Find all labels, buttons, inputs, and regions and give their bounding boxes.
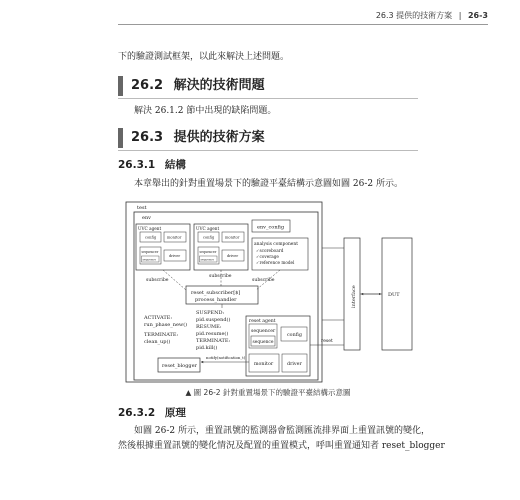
analysis-component-title: analysis component [254,242,298,247]
suspend-line-3: RESUME: [196,324,222,330]
uvc-agent-1-config: config [145,235,157,240]
activate-line-4: clean_up() [144,339,171,345]
uvc-agent-2-sequencer: sequencer [199,250,217,254]
reset-agent-sequence: sequence [252,340,274,345]
section-26-2-text: 解決 26.1.2 節中出現的缺陷問題。 [134,106,277,116]
analysis-item-reference-model: ✓reference model [256,260,295,265]
reset-agent-config: config [287,333,302,338]
activate-line-3: TERMINATE: [144,332,179,338]
header-page-number: 26-3 [467,11,488,20]
suspend-line-4: pid.resume() [196,331,229,337]
interface-label: interface [351,285,357,308]
reset-agent-title: reset agent [249,319,276,324]
subsection-title: 結構 [164,159,186,171]
architecture-diagram [124,200,414,384]
subsection-26-3-2-line-2: 然後根據重置訊號的變化情況及配置的重置模式，呼叫重置通知者 reset_blogger [118,441,445,451]
analysis-item-scoreboard: ✓scoreboard [256,248,284,253]
subscribe-label-mid: subscribe [209,274,232,279]
suspend-line-2: pid.suspend() [196,317,231,323]
uvc-agent-2-driver: driver [227,254,239,258]
uvc-agent-1-monitor: monitor [167,235,182,240]
subsection-26-3-2-line-1: 如圖 26-2 所示，重置訊號的監測器會監測匯流排界面上重置訊號的變化， [134,426,430,436]
notify-label: notify(notification_t) [206,355,246,360]
subsection-number: 26.3.2 [118,407,156,419]
header-rule [118,24,488,25]
uvc-agent-1-sequencer: sequencer [141,250,159,254]
section-number: 26.3 [131,130,164,145]
reset-subscriber-line1: reset_subscriber[$] [191,290,241,296]
analysis-item-coverage: ✓coverage [256,254,279,259]
env-label: env [142,215,152,221]
reset-label: reset [321,339,333,344]
header-separator: | [458,11,462,20]
subsection-heading-26-3-1 [118,157,186,172]
test-label: test [137,205,147,211]
subsection-title: 原理 [164,407,186,419]
section-title: 解決的技術問題 [173,78,265,93]
section-heading-26-2 [118,76,265,96]
suspend-line-5: TERMINATE: [196,338,231,344]
uvc-agent-2-title: UVC agent [196,226,220,231]
subscribe-label-left: subscribe [146,278,169,283]
header-chapter-title: 26.3 提供的技術方案 [375,11,453,20]
activate-line-2: run_phase_new() [144,322,188,328]
activate-line-1: ACTIVATE: [144,315,173,321]
section-number: 26.2 [131,78,164,93]
uvc-agent-1-title: UVC agent [138,226,162,231]
uvc-agent-2-monitor: monitor [225,235,240,240]
dut-label: DUT [388,292,400,298]
env-config-label: env_config [257,224,285,231]
reset-agent-monitor: monitor [254,362,274,367]
suspend-line-1: SUSPEND: [196,310,225,316]
uvc-agent-1-driver: driver [169,254,181,258]
section-rule [118,98,418,99]
subsection-heading-26-3-2 [118,405,186,420]
reset-blogger-label: reset_blogger [162,363,197,369]
section-rule [118,150,418,151]
suspend-line-6: pid.kill() [196,345,218,351]
subsection-26-3-1-text: 本章舉出的針對重置場景下的驗證平臺結構示意圖如圖 26-2 所示。 [134,179,403,189]
reset-agent-driver: driver [287,362,302,367]
uvc-agent-1-sequence: sequence [142,257,156,262]
figure-caption: ▲ 圖 26-2 針對重置場景下的驗證平臺結構示意圖 [185,388,351,397]
section-heading-26-3 [118,128,265,148]
uvc-agent-2-sequence: sequence [200,257,214,262]
running-header [0,10,488,21]
reset-subscriber-line2: process_handler [195,297,237,303]
subscribe-label-right: subscribe [252,278,275,283]
reset-agent-sequencer: sequencer [251,329,276,334]
intro-line: 下的驗證測試框架，以此來解決上述問題。 [118,52,290,62]
uvc-agent-2-config: config [203,235,215,240]
section-title: 提供的技術方案 [173,130,265,145]
subsection-number: 26.3.1 [118,159,156,171]
